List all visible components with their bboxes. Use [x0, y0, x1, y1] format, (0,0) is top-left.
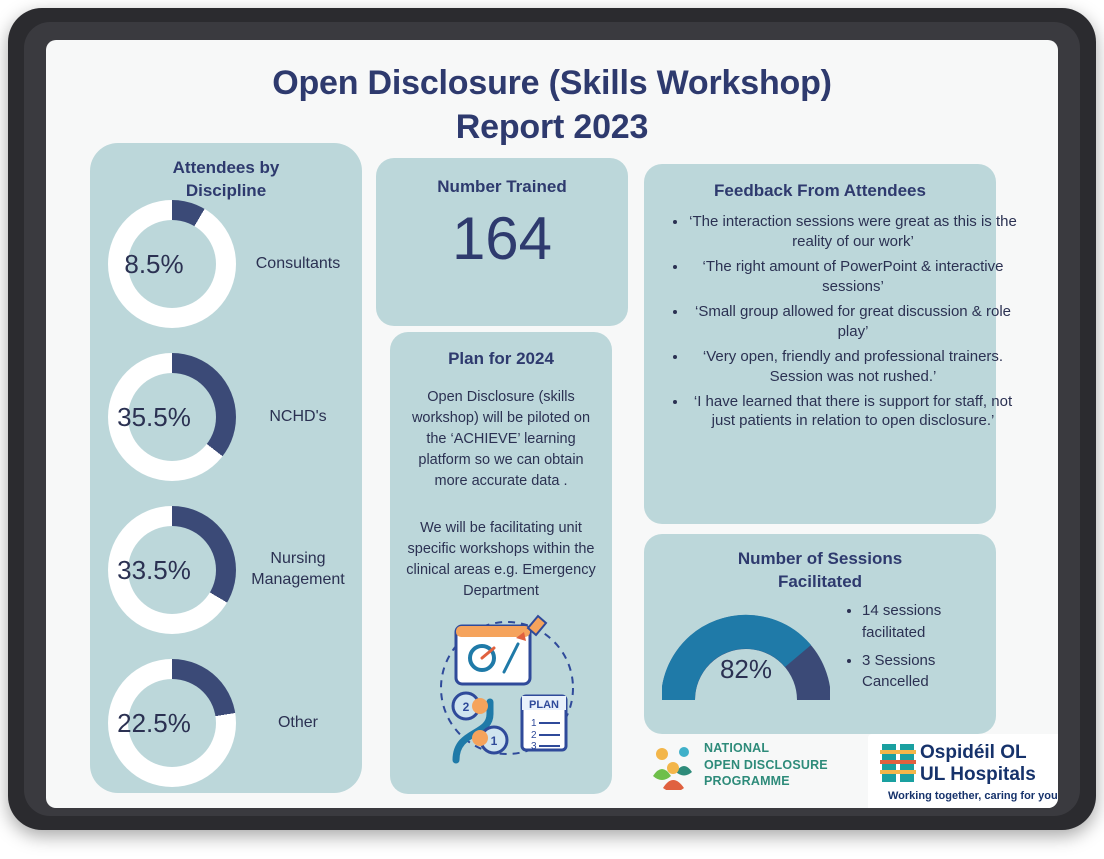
list-item: • ‘Small group allowed for great discussion & role play’ — [688, 302, 1018, 342]
programme-logo-line2: OPEN DISCLOSURE — [704, 757, 828, 772]
hospital-mark-icon — [880, 742, 916, 784]
sessions-gauge — [662, 596, 830, 708]
donut-value-nursing-management: 33.5% — [117, 554, 191, 585]
donut-value-other: 22.5% — [117, 707, 191, 738]
attendees-by-discipline-heading — [110, 157, 342, 203]
heading-line-2: Discipline — [185, 180, 267, 200]
hospital-logo-name — [920, 742, 1036, 787]
hospital-logo-line2: UL Hospitals — [920, 764, 1036, 786]
number-trained-heading: Number Trained — [437, 177, 567, 196]
sessions-facilitated-heading — [658, 548, 982, 594]
page-title — [106, 62, 998, 149]
tablet-bezel — [24, 22, 1080, 816]
tablet-frame — [8, 8, 1096, 830]
list-item: • 3 Sessions Cancelled — [862, 650, 1002, 694]
donut-value-consultants: 8.5% — [124, 248, 184, 279]
attendees-by-discipline-panel — [90, 143, 362, 793]
svg-text:PLAN: PLAN — [529, 699, 559, 711]
feedback-heading: Feedback From Attendees — [714, 181, 926, 200]
national-open-disclosure-programme-logo — [646, 734, 864, 800]
donut-label-nchds: NCHD's — [269, 407, 327, 425]
donut-label-nursing-management: Nursing Management — [251, 550, 345, 588]
plan-paragraph-1: Open Disclosure (skills workshop) will be piloted on the ‘ACHIEVE’ learning platform so we can obtain more accurate data . — [411, 389, 591, 489]
donut-label-consultants: Consultants — [255, 254, 341, 272]
gauge-arc — [662, 596, 830, 708]
donut-value-nchds: 35.5% — [117, 401, 191, 432]
donut-row-nursing-management — [90, 506, 362, 636]
plan-paragraph-2: We will be facilitating unit specific workshops within the clinical areas e.g. Emergency Department — [406, 520, 596, 599]
people-group-icon — [648, 742, 700, 790]
svg-text:1: 1 — [531, 718, 537, 729]
programme-logo-text — [704, 740, 828, 790]
programme-logo-line3: PROGRAMME — [704, 774, 790, 788]
feedback-list — [658, 212, 1018, 436]
list-item: • ‘The interaction sessions were great as this is the reality of our work’ — [688, 212, 1018, 252]
number-trained-value: 164 — [451, 205, 553, 272]
number-trained-panel — [376, 158, 628, 326]
donut-row-other — [90, 659, 362, 789]
heading-line-1: Attendees by — [172, 158, 280, 177]
donut-row-nchds — [90, 353, 362, 483]
ul-hospitals-logo — [868, 734, 1058, 808]
planning-board-illustration — [432, 610, 582, 770]
feedback-panel — [644, 164, 1017, 524]
hospital-logo-line1: Ospidéil OL — [920, 742, 1027, 763]
heading-line-2: Facilitated — [777, 571, 863, 591]
donut-label-other: Other — [277, 713, 318, 731]
report-poster — [46, 40, 1058, 808]
programme-logo-line1: NATIONAL — [704, 741, 770, 755]
svg-text:1: 1 — [490, 734, 498, 748]
plan-2024-panel — [390, 332, 612, 794]
list-item: • ‘The right amount of PowerPoint & interactive sessions’ — [688, 257, 1018, 297]
hospital-logo-tagline: Working together, caring for you — [888, 790, 1058, 802]
plan-2024-heading: Plan for 2024 — [448, 349, 554, 368]
sessions-facilitated-panel — [644, 534, 996, 734]
gauge-value: 82% — [719, 654, 773, 684]
svg-text:2: 2 — [531, 730, 537, 741]
list-item: • ‘I have learned that there is support for staff, not just patients in relation to open disclosure.’ — [688, 392, 1018, 432]
page-title-line1: Open Disclosure (Skills Workshop) — [272, 64, 832, 102]
donut-row-consultants — [90, 200, 362, 330]
heading-line-1: Number of Sessions — [737, 549, 903, 568]
svg-text:3: 3 — [531, 741, 537, 752]
list-item: • ‘Very open, friendly and professional trainers. Session was not rushed.’ — [688, 347, 1018, 387]
sessions-list — [840, 600, 1002, 699]
svg-text:2: 2 — [462, 700, 470, 714]
list-item: • 14 sessions facilitated — [862, 600, 1002, 644]
page-title-line2: Report 2023 — [455, 107, 649, 146]
